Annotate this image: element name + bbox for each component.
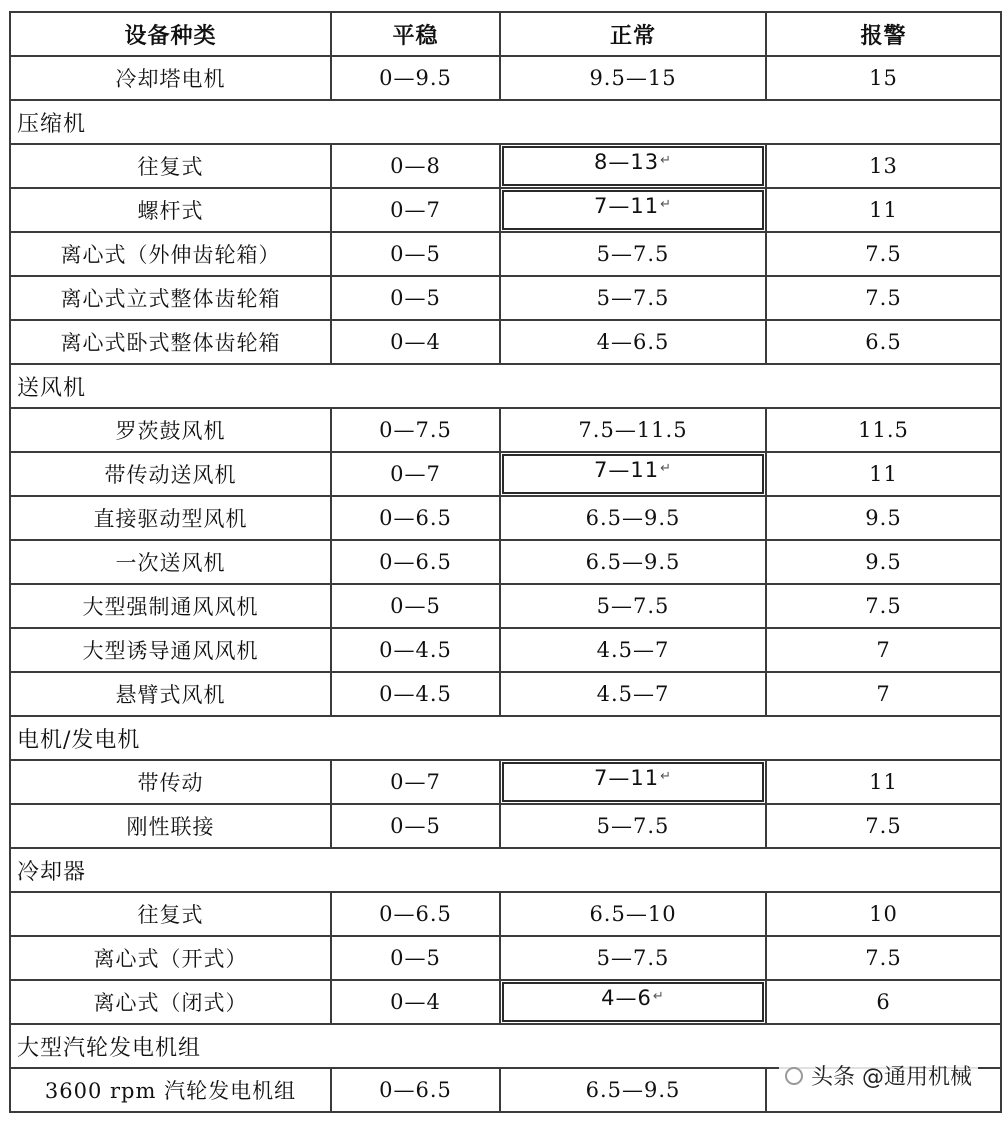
cell-normal: 5—7.5: [500, 232, 766, 276]
cell-normal: [500, 144, 766, 188]
cell-normal: [500, 760, 766, 804]
cell-stable: 0—7: [331, 188, 500, 232]
cell-alarm: 7.5: [766, 584, 1001, 628]
cell-equipment-type: 大型强制通风风机: [10, 584, 331, 628]
cell-normal: 4.5—7: [500, 628, 766, 672]
cell-alarm: 6.5: [766, 320, 1001, 364]
cell-stable: 0—4: [331, 320, 500, 364]
boxed-value-text: 4—6: [601, 986, 652, 1010]
boxed-value: [502, 146, 764, 186]
cell-normal: 5—7.5: [500, 804, 766, 848]
cell-equipment-type: 大型诱导通风风机: [10, 628, 331, 672]
cell-equipment-type: 冷却塔电机: [10, 56, 331, 100]
cell-alarm: 11: [766, 188, 1001, 232]
cell-alarm: 7: [766, 672, 1001, 716]
boxed-value-text: 8—13: [594, 150, 660, 174]
category-row: [10, 100, 1001, 144]
cell-normal: 6.5—9.5: [500, 1068, 766, 1112]
header-normal: 正常: [500, 12, 766, 56]
table-row: [10, 144, 1001, 188]
cell-stable: 0—7: [331, 760, 500, 804]
cell-equipment-type: 往复式: [10, 144, 331, 188]
cell-normal: 5—7.5: [500, 584, 766, 628]
cell-alarm: 7.5: [766, 936, 1001, 980]
category-label: 冷却器: [10, 848, 1001, 892]
cell-alarm: 11: [766, 760, 1001, 804]
cell-stable: 0—5: [331, 804, 500, 848]
cell-normal: 5—7.5: [500, 276, 766, 320]
cell-normal: [500, 980, 766, 1024]
boxed-value-text: 7—11: [594, 194, 660, 218]
table-row: [10, 936, 1001, 980]
boxed-value: [502, 454, 764, 494]
table-row: [10, 56, 1001, 100]
boxed-value-text: 7—11: [594, 766, 660, 790]
cell-alarm: 6: [766, 980, 1001, 1024]
cell-normal: 6.5—9.5: [500, 540, 766, 584]
cell-equipment-type: 带传动: [10, 760, 331, 804]
cell-normal: 7.5—11.5: [500, 408, 766, 452]
return-mark-icon: ↵: [660, 769, 672, 784]
category-label: 电机/发电机: [10, 716, 1001, 760]
category-row: [10, 848, 1001, 892]
cell-alarm: 9.5: [766, 496, 1001, 540]
category-row: [10, 364, 1001, 408]
watermark: [779, 1058, 978, 1093]
cell-normal: 4.5—7: [500, 672, 766, 716]
table-row: [10, 320, 1001, 364]
category-label: 大型汽轮发电机组: [10, 1024, 1001, 1068]
table-row: [10, 540, 1001, 584]
category-label: 送风机: [10, 364, 1001, 408]
cell-normal: 4—6.5: [500, 320, 766, 364]
cell-normal: 5—7.5: [500, 936, 766, 980]
cell-stable: 0—5: [331, 232, 500, 276]
cell-equipment-type: 带传动送风机: [10, 452, 331, 496]
cell-normal: [500, 452, 766, 496]
cell-stable: 0—8: [331, 144, 500, 188]
cell-alarm: 7.5: [766, 804, 1001, 848]
vibration-standard-sheet: [9, 11, 1000, 1115]
table-row: [10, 760, 1001, 804]
cell-equipment-type: 离心式卧式整体齿轮箱: [10, 320, 331, 364]
table-row: [10, 672, 1001, 716]
cell-stable: 0—5: [331, 584, 500, 628]
table-row: [10, 628, 1001, 672]
cell-normal: 6.5—9.5: [500, 496, 766, 540]
category-row: [10, 716, 1001, 760]
cell-equipment-type: 悬臂式风机: [10, 672, 331, 716]
cell-normal: [500, 188, 766, 232]
vibration-table: [9, 11, 1002, 1113]
return-mark-icon: ↵: [660, 153, 672, 168]
cell-stable: 0—6.5: [331, 496, 500, 540]
cell-equipment-type: 罗茨鼓风机: [10, 408, 331, 452]
table-row: [10, 496, 1001, 540]
header-alarm: 报警: [766, 12, 1001, 56]
cell-alarm: 13: [766, 144, 1001, 188]
cell-equipment-type: 离心式立式整体齿轮箱: [10, 276, 331, 320]
cell-equipment-type: 离心式（开式）: [10, 936, 331, 980]
cell-stable: 0—6.5: [331, 540, 500, 584]
cell-stable: 0—4.5: [331, 672, 500, 716]
cell-normal: 9.5—15: [500, 56, 766, 100]
cell-equipment-type: 离心式（闭式）: [10, 980, 331, 1024]
boxed-value: [502, 762, 764, 802]
cell-equipment-type: 3600 rpm 汽轮发电机组: [10, 1068, 331, 1112]
cell-stable: 0—6.5: [331, 1068, 500, 1112]
cell-alarm: 11: [766, 452, 1001, 496]
cell-alarm: 10: [766, 892, 1001, 936]
cell-stable: 0—6.5: [331, 892, 500, 936]
cell-alarm: 9.5: [766, 540, 1001, 584]
cell-stable: 0—5: [331, 936, 500, 980]
boxed-value: [502, 982, 764, 1022]
table-row: [10, 584, 1001, 628]
cell-equipment-type: 往复式: [10, 892, 331, 936]
cell-stable: 0—7.5: [331, 408, 500, 452]
cell-alarm: 7: [766, 628, 1001, 672]
table-row: [10, 232, 1001, 276]
cell-stable: 0—7: [331, 452, 500, 496]
cell-equipment-type: 一次送风机: [10, 540, 331, 584]
header-equipment-type: 设备种类: [10, 12, 331, 56]
watermark-text: 头条 @通用机械: [811, 1065, 972, 1090]
table-row: [10, 980, 1001, 1024]
cell-alarm: 15: [766, 56, 1001, 100]
table-row: [10, 452, 1001, 496]
cell-stable: 0—4: [331, 980, 500, 1024]
category-label: 压缩机: [10, 100, 1001, 144]
cell-alarm: 11.5: [766, 408, 1001, 452]
watermark-logo-icon: [785, 1067, 803, 1085]
cell-stable: 0—4.5: [331, 628, 500, 672]
table-row: [10, 188, 1001, 232]
cell-equipment-type: 螺杆式: [10, 188, 331, 232]
cell-equipment-type: 刚性联接: [10, 804, 331, 848]
cell-normal: 6.5—10: [500, 892, 766, 936]
cell-alarm: 7.5: [766, 276, 1001, 320]
boxed-value: [502, 190, 764, 230]
return-mark-icon: ↵: [652, 989, 665, 1004]
return-mark-icon: ↵: [660, 197, 672, 212]
header-stable: 平稳: [331, 12, 500, 56]
table-row: [10, 408, 1001, 452]
cell-stable: 0—5: [331, 276, 500, 320]
table-header-row: [10, 12, 1001, 56]
return-mark-icon: ↵: [660, 461, 672, 476]
cell-equipment-type: 直接驱动型风机: [10, 496, 331, 540]
cell-equipment-type: 离心式（外伸齿轮箱）: [10, 232, 331, 276]
cell-alarm: 7.5: [766, 232, 1001, 276]
table-row: [10, 276, 1001, 320]
table-row: [10, 804, 1001, 848]
cell-stable: 0—9.5: [331, 56, 500, 100]
boxed-value-text: 7—11: [594, 458, 660, 482]
table-row: [10, 892, 1001, 936]
